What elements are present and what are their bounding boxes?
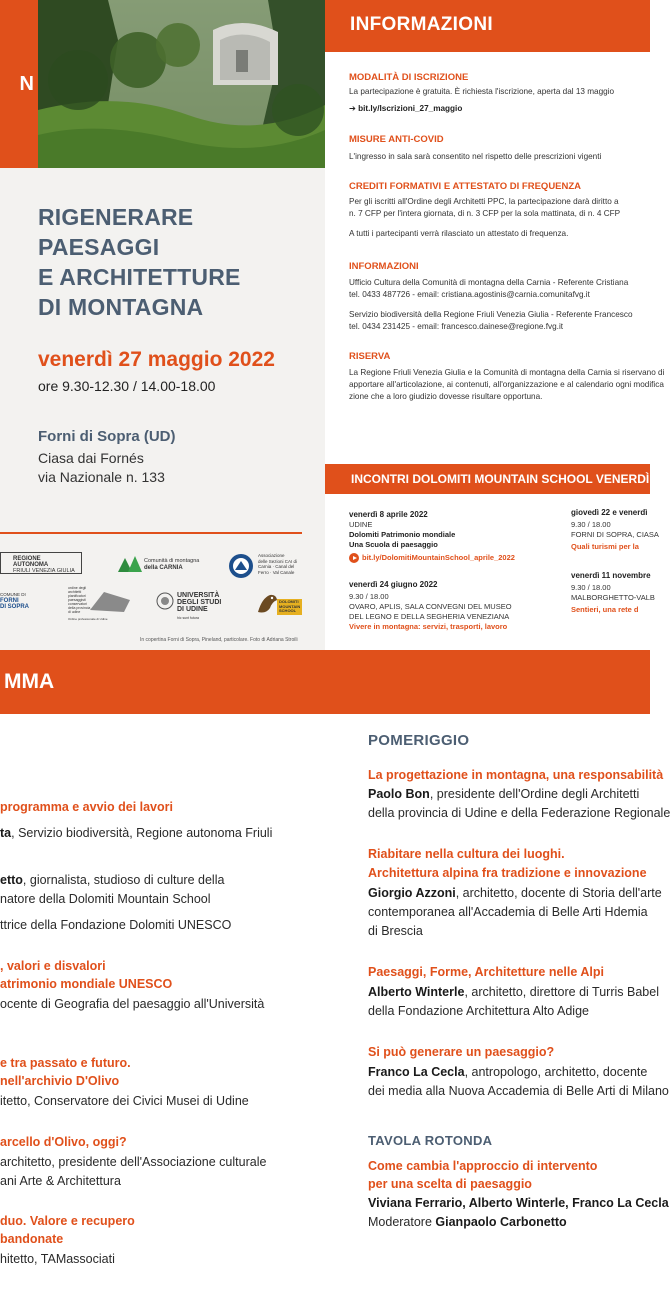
program-talk-title: e tra passato e futuro.	[0, 1056, 131, 1070]
program-talk-title: La progettazione in montagna, una responsabilità	[368, 768, 664, 782]
event-item	[571, 508, 659, 552]
info-heading: MODALITÀ DI ISCRIZIONE	[349, 72, 469, 83]
event-link[interactable]: bit.ly/DolomitiMountainSchool_aprile_2022	[362, 553, 515, 562]
regione-logo-line: FRIULI VENEZIA GIULIA	[13, 568, 75, 574]
info-text: La partecipazione è gratuita. È richiesta l'iscrizione, aperta dal 13 maggio	[349, 87, 615, 96]
forest-building-image	[38, 0, 325, 168]
speaker-names: Viviana Ferrario, Alberto Winterle, Franco La Cecla	[368, 1196, 669, 1210]
cai-logo-line: Ferro · Val Canale	[258, 569, 295, 575]
udine-logo-line: DI UDINE	[177, 606, 208, 613]
speaker-role: hitetto, TAMassociati	[0, 1252, 115, 1266]
event-place: MALBORGHETTO-VALB	[571, 593, 655, 602]
udine-logo-line: DEGLI STUDI	[177, 599, 222, 606]
program-talk-title: Come cambia l'approccio di intervento	[368, 1159, 598, 1173]
cover-tab-letter: N	[19, 72, 34, 95]
cai-logo-line: delle Sezioni CAI di	[258, 558, 298, 564]
speaker-role: ani Arte & Architettura	[0, 1174, 121, 1188]
event-subtitle: Quali turismi per la	[571, 542, 639, 551]
comune-logo-line: DI SOPRA	[0, 604, 30, 610]
program-talk-title: atrimonio mondiale UNESCO	[0, 977, 173, 991]
dolomiti-logo-line: SCHOOL	[279, 608, 297, 613]
program-talk-title: arcello d'Olivo, oggi?	[0, 1135, 127, 1149]
event-place: DEL LEGNO E DELLA SEGHERIA VENEZIANA	[349, 612, 510, 621]
event-time: 9.30 / 18.00	[571, 520, 611, 529]
speaker-role: di Brescia	[368, 924, 423, 938]
speaker-role: itetto, Conservatore dei Civici Musei di Udine	[0, 1094, 249, 1108]
carnia-logo-line: Comunità di montagna	[144, 558, 200, 564]
carnia-logo-line: della CARNIA	[144, 565, 183, 571]
speaker-name: Giorgio Azzoni	[368, 886, 456, 900]
info-text: A tutti i partecipanti verrà rilasciato un attestato di frequenza.	[349, 229, 569, 238]
ordine-logo-line: ordine degli	[68, 586, 87, 590]
incontri-header: INCONTRI DOLOMITI MOUNTAIN SCHOOL VENERDÌ	[325, 464, 650, 494]
program-line	[368, 766, 663, 785]
comune-logo-line: FORNI	[0, 598, 19, 604]
venue-city	[38, 428, 176, 445]
program-line	[368, 1194, 669, 1213]
ordine-logo-line: conservatori	[68, 602, 88, 606]
comune-logo-line: COMUNE DI	[0, 592, 26, 597]
event-time: 9.30 / 18.00	[571, 583, 611, 592]
event-subtitle: Vivere in montagna: servizi, trasporti, lavoro	[349, 622, 508, 631]
info-text: zione che a loro giudizio dovesse risultare opportuna.	[349, 392, 543, 401]
info-header: INFORMAZIONI	[325, 0, 650, 52]
program-line	[368, 903, 648, 922]
eagle-icon	[256, 592, 278, 616]
program-line	[368, 1082, 669, 1101]
speaker-role: , antropologo, architetto, docente	[464, 1065, 648, 1079]
event-date: giovedì 22 e venerdì	[571, 508, 648, 517]
program-line	[368, 922, 423, 941]
program-line	[0, 890, 211, 909]
program-line	[368, 1157, 597, 1176]
speaker-role: , Servizio biodiversità, Regione autonoma Friuli	[11, 826, 273, 840]
event-date: venerdì 11 novembre	[571, 571, 651, 580]
info-text: La Regione Friuli Venezia Giulia e la Comunità di montagna della Carnia si riservano di	[349, 368, 665, 377]
venue-place: Ciasa dai Fornés	[38, 450, 144, 466]
program-line	[0, 995, 264, 1014]
speaker-name: ta	[0, 826, 12, 840]
info-text: Ufficio Cultura della Comunità di montagna della Carnia - Referente Cristiana	[349, 278, 629, 287]
info-heading: MISURE ANTI-COVID	[349, 134, 444, 145]
program-line	[0, 1212, 135, 1231]
program-line	[0, 1230, 63, 1249]
event-item	[349, 580, 512, 632]
carnia-trees-icon	[118, 556, 144, 572]
ordine-logo-line: di udine	[68, 610, 81, 614]
event-hours: ore 9.30-12.30 / 14.00-18.00	[38, 378, 216, 394]
program-talk-title: duo. Valore e recupero	[0, 1214, 135, 1228]
udine-logo-subline: hic sunt futura	[177, 616, 199, 620]
speaker-role: contemporanea all'Accademia di Belle Arti Hdemia	[368, 905, 648, 919]
info-heading: CREDITI FORMATIVI E ATTESTATO DI FREQUENZA	[349, 181, 582, 192]
pomeriggio-heading: POMERIGGIO	[368, 732, 470, 749]
title-line: RIGENERARE	[38, 204, 194, 230]
title-line: DI MONTAGNA	[38, 294, 204, 320]
event-place: OVARO, APLIS, SALA CONVEGNI DEL MUSEO	[349, 602, 512, 611]
speaker-role: architetto, presidente dell'Associazione culturale	[0, 1155, 267, 1169]
cai-logo-line: Associazione	[258, 553, 285, 558]
speaker-name: etto	[0, 873, 23, 887]
program-line	[368, 1063, 647, 1082]
speaker-role: dei media alla Nuova Accademia di Belle Arti di Milano	[368, 1084, 669, 1098]
event-title: Una Scuola di paesaggio	[349, 540, 438, 549]
moderator-name: Gianpaolo Carbonetto	[435, 1215, 567, 1229]
udine-logo-line: UNIVERSITÀ	[177, 592, 220, 599]
program-talk-title: , valori e disvalori	[0, 959, 106, 973]
logo-divider	[0, 532, 302, 534]
program-line	[0, 1054, 131, 1073]
program-talk-title: Paesaggi, Forme, Architetture nelle Alpi	[368, 965, 604, 979]
program-talk-title: per una scelta di paesaggio	[368, 1177, 532, 1191]
registration-link[interactable]: ➔ bit.ly/Iscrizioni_27_maggio	[349, 104, 463, 113]
main-title	[38, 202, 318, 322]
program-line	[0, 975, 172, 994]
program-talk-title: nell'archivio D'Olivo	[0, 1074, 120, 1088]
program-talk-title: bandonate	[0, 1232, 64, 1246]
speaker-name: Franco La Cecla	[368, 1065, 465, 1079]
program-line	[0, 957, 106, 976]
program-talk-title: Architettura alpina fra tradizione e innovazione	[368, 866, 647, 880]
event-time: 9.30 / 18.00	[349, 592, 389, 601]
regione-logo	[0, 552, 82, 574]
program-line	[0, 824, 272, 843]
program-line	[368, 1043, 554, 1062]
cai-logo-line: Carnia · Canal del	[258, 564, 295, 569]
speaker-role: ttrice della Fondazione Dolomiti UNESCO	[0, 918, 232, 932]
event-item	[349, 510, 515, 563]
ordine-logo-line: della provincia	[68, 606, 91, 610]
cover-orange-tab	[0, 0, 38, 168]
cai-seal-icon	[228, 553, 254, 579]
title-line: PAESAGGI	[38, 234, 160, 260]
speaker-role: ocente di Geografia del paesaggio all'Università	[0, 997, 265, 1011]
program-line	[368, 963, 604, 982]
speaker-role: della Fondazione Architettura Alto Adige	[368, 1004, 589, 1018]
program-line	[0, 1250, 115, 1269]
program-line	[0, 916, 231, 935]
venue-street: via Nazionale n. 133	[38, 469, 165, 485]
info-text: tel. 0433 487726 - email: cristiana.agostinis@carnia.comunitafvg.it	[349, 290, 590, 299]
info-text: Per gli iscritti all'Ordine degli Architetti PPC, la partecipazione darà diritto a	[349, 197, 619, 206]
program-talk-title: Si può generare un paesaggio?	[368, 1045, 555, 1059]
program-line	[0, 1072, 119, 1091]
moderator-label: Moderatore	[368, 1215, 436, 1229]
ordine-roof-icon	[88, 588, 132, 614]
venue-city-name: Forni di Sopra	[38, 428, 140, 445]
info-text: tel. 0434 231425 - email: francesco.dainese@regione.fvg.it	[349, 322, 564, 331]
regione-logo-line: REGIONE AUTONOMA	[13, 556, 49, 568]
program-talk-title: programma e avvio dei lavori	[0, 800, 173, 814]
program-line	[0, 1153, 266, 1172]
program-line	[368, 1002, 589, 1021]
event-date: venerdì 27 maggio 2022	[38, 348, 275, 371]
event-place: FORNI DI SOPRA, CIASA	[571, 530, 659, 539]
programma-header: MMA	[0, 650, 650, 714]
universita-seal-icon	[156, 592, 174, 610]
speaker-name: Paolo Bon	[368, 787, 430, 801]
comune-logo	[0, 592, 40, 610]
program-line	[368, 804, 670, 823]
program-line	[368, 864, 647, 883]
speaker-role: , architetto, docente di Storia dell'arte	[455, 886, 662, 900]
info-text: L'ingresso in sala sarà consentito nel rispetto delle prescrizioni vigenti	[349, 152, 602, 161]
program-line	[0, 1133, 127, 1152]
dolomiti-logo-line: DOLOMITI	[279, 599, 299, 604]
play-icon	[349, 553, 359, 563]
speaker-role: della provincia di Udine e della Federazione Regionale	[368, 806, 670, 820]
venue-province: (UD)	[143, 428, 176, 445]
ordine-logo-line: pianificatori	[68, 594, 86, 598]
ordine-logo-line: architetti	[68, 590, 82, 594]
program-line	[368, 1175, 532, 1194]
ordine-logo-subline: Ordine professionale di Udine	[68, 617, 108, 621]
info-text: Servizio biodiversità della Regione Friuli Venezia Giulia - Referente Francesco	[349, 310, 633, 319]
program-line	[368, 1213, 567, 1232]
speaker-name: Alberto Winterle	[368, 985, 465, 999]
cover-caption: In copertina Forni di Sopra, Pineland, particolare. Foto di Adriana Stroili	[140, 637, 298, 643]
speaker-role: , giornalista, studioso di culture della	[22, 873, 225, 887]
speaker-role: natore della Dolomiti Mountain School	[0, 892, 211, 906]
ordine-logo-line: paesaggisti	[68, 598, 86, 602]
event-date: venerdì 8 aprile 2022	[349, 510, 428, 519]
event-date: venerdì 24 giugno 2022	[349, 580, 438, 589]
program-line	[368, 884, 662, 903]
info-heading: RISERVA	[349, 351, 391, 362]
speaker-role: , architetto, direttore di Turris Babel	[464, 985, 659, 999]
program-line	[0, 871, 224, 890]
info-text: apportare all'articolazione, ai contenuti, all'organizzazione e al calendario ogni modifica	[349, 380, 664, 389]
cover-photo	[38, 0, 325, 168]
tavola-rotonda-heading: TAVOLA ROTONDA	[368, 1133, 493, 1148]
program-line	[368, 983, 659, 1002]
title-line: E ARCHITETTURE	[38, 264, 241, 290]
info-heading: INFORMAZIONI	[349, 261, 419, 272]
program-talk-title: Riabitare nella cultura dei luoghi.	[368, 847, 565, 861]
event-subtitle: Sentieri, una rete d	[571, 605, 639, 614]
event-item	[571, 571, 655, 615]
program-line	[0, 1092, 249, 1111]
program-line	[368, 785, 639, 804]
program-line	[0, 1172, 121, 1191]
dolomiti-logo-line: MOUNTAIN	[279, 603, 301, 609]
event-title: Dolomiti Patrimonio mondiale	[349, 530, 456, 539]
program-line	[0, 798, 173, 817]
event-place: UDINE	[349, 520, 373, 529]
speaker-role: , presidente dell'Ordine degli Architetti	[429, 787, 640, 801]
info-text: n. 7 CFP per l'intera giornata, di n. 3 CFP per la sola mattinata, di n. 4 CFP	[349, 209, 621, 218]
program-line	[368, 845, 565, 864]
